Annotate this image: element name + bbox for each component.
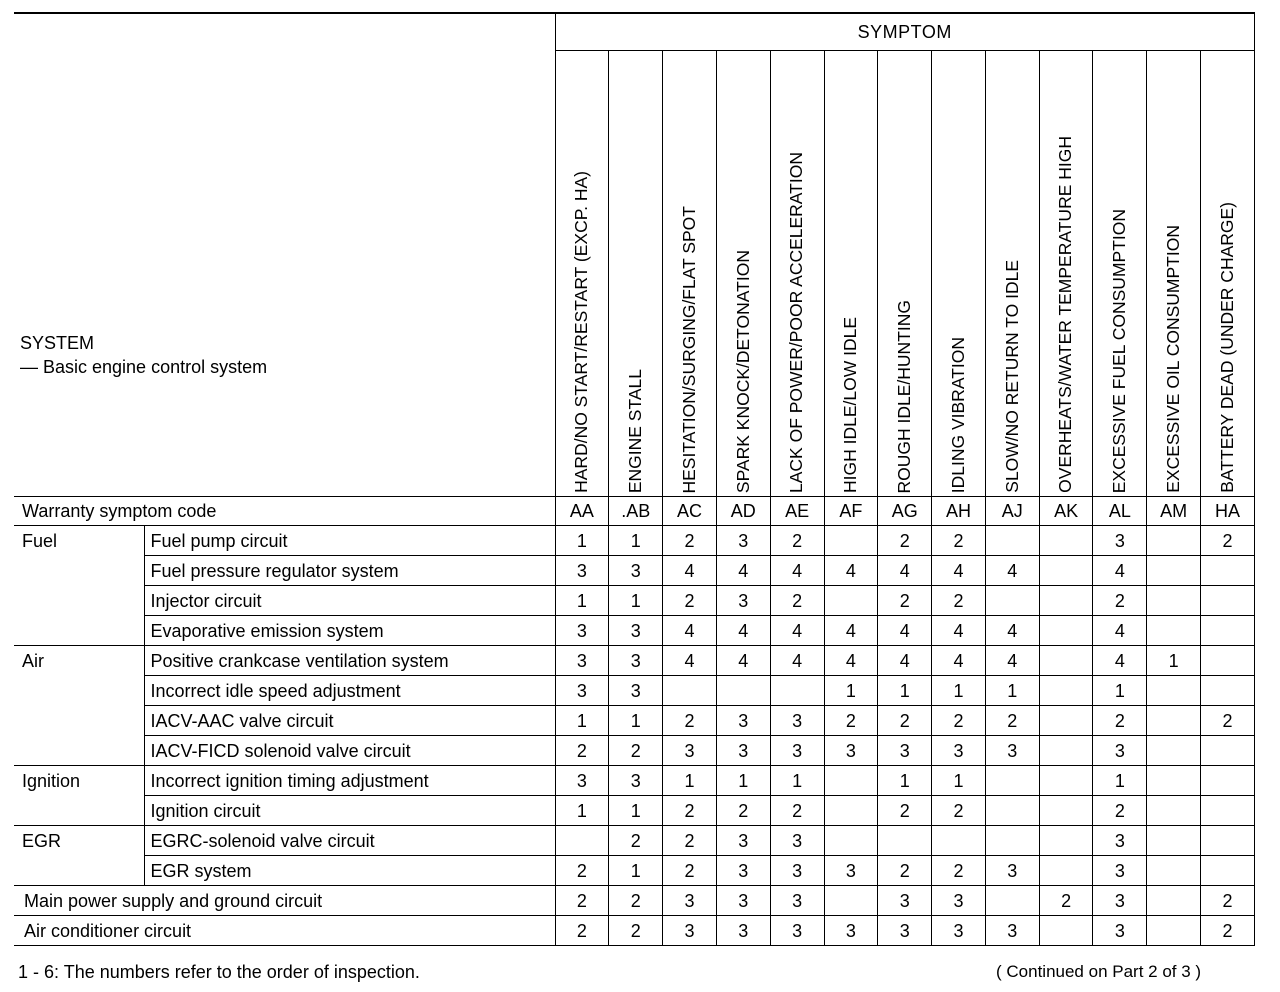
inspection-order-cell <box>1147 856 1201 886</box>
system-label: Main power supply and ground circuit <box>14 886 555 916</box>
inspection-order-cell: 4 <box>716 616 770 646</box>
system-label: Positive crankcase ventilation system <box>144 646 555 676</box>
footer-note: 1 - 6: The numbers refer to the order of inspection. <box>18 962 420 982</box>
inspection-order-cell <box>985 526 1039 556</box>
system-label: Fuel pump circuit <box>144 526 555 556</box>
symptom-header <box>555 51 609 497</box>
inspection-order-cell: 2 <box>932 586 986 616</box>
inspection-order-cell: 2 <box>663 856 717 886</box>
inspection-order-cell <box>985 766 1039 796</box>
inspection-order-cell: 2 <box>878 586 932 616</box>
inspection-order-cell: 2 <box>878 526 932 556</box>
symptom-header <box>824 51 878 497</box>
group-label: Fuel <box>14 526 144 646</box>
inspection-order-cell: 4 <box>716 556 770 586</box>
symptom-label: HARD/NO START/RESTART (EXCP. HA) <box>571 171 592 493</box>
inspection-order-cell: 2 <box>609 916 663 946</box>
inspection-order-cell <box>1147 586 1201 616</box>
inspection-order-cell <box>1201 856 1255 886</box>
warranty-code: AK <box>1039 497 1093 526</box>
system-header-cell <box>14 13 555 497</box>
inspection-order-cell: 2 <box>609 736 663 766</box>
table-row <box>14 556 1255 586</box>
inspection-order-cell <box>1147 916 1201 946</box>
inspection-order-cell: 2 <box>663 706 717 736</box>
inspection-order-cell <box>1147 676 1201 706</box>
inspection-order-cell: 3 <box>609 676 663 706</box>
symptom-header <box>1039 51 1093 497</box>
table-row <box>14 826 1255 856</box>
inspection-order-cell: 2 <box>932 526 986 556</box>
inspection-order-cell: 2 <box>1039 886 1093 916</box>
inspection-order-cell <box>1201 556 1255 586</box>
inspection-order-cell <box>716 676 770 706</box>
inspection-order-cell: 3 <box>716 526 770 556</box>
inspection-order-cell: 3 <box>716 886 770 916</box>
inspection-order-cell: 4 <box>1093 646 1147 676</box>
inspection-order-cell: 4 <box>985 616 1039 646</box>
table-row <box>14 766 1255 796</box>
inspection-order-cell <box>824 526 878 556</box>
inspection-order-cell: 4 <box>878 556 932 586</box>
symptom-label: EXCESSIVE OIL CONSUMPTION <box>1162 225 1183 493</box>
inspection-order-cell: 2 <box>932 796 986 826</box>
inspection-order-cell: 2 <box>824 706 878 736</box>
inspection-order-cell: 4 <box>878 616 932 646</box>
inspection-order-cell: 3 <box>609 556 663 586</box>
system-label: Incorrect ignition timing adjustment <box>144 766 555 796</box>
symptom-label: OVERHEATS/WATER TEMPERATURE HIGH <box>1055 136 1076 493</box>
inspection-order-cell: 2 <box>609 826 663 856</box>
inspection-order-cell: 3 <box>770 826 824 856</box>
inspection-order-cell: 2 <box>985 706 1039 736</box>
warranty-code: AE <box>770 497 824 526</box>
inspection-order-cell <box>1147 766 1201 796</box>
inspection-order-cell <box>1147 556 1201 586</box>
inspection-order-cell <box>1201 796 1255 826</box>
inspection-order-cell: 3 <box>716 856 770 886</box>
table-row <box>14 856 1255 886</box>
inspection-order-cell: 3 <box>770 886 824 916</box>
inspection-order-cell: 3 <box>716 736 770 766</box>
inspection-order-cell: 3 <box>716 916 770 946</box>
inspection-order-cell <box>1039 766 1093 796</box>
table-row <box>14 886 1255 916</box>
inspection-order-cell: 1 <box>985 676 1039 706</box>
inspection-order-cell: 1 <box>663 766 717 796</box>
inspection-order-cell: 3 <box>716 826 770 856</box>
inspection-order-cell <box>1039 526 1093 556</box>
inspection-order-cell: 3 <box>609 616 663 646</box>
symptom-label: HESITATION/SURGING/FLAT SPOT <box>678 205 699 493</box>
inspection-order-cell <box>824 886 878 916</box>
symptom-label: BATTERY DEAD (UNDER CHARGE) <box>1216 202 1237 493</box>
system-title: SYSTEM <box>20 333 95 353</box>
inspection-order-cell: 2 <box>716 796 770 826</box>
warranty-code-label: Warranty symptom code <box>14 497 555 526</box>
symptom-label: ROUGH IDLE/HUNTING <box>893 299 914 493</box>
inspection-order-cell <box>1039 916 1093 946</box>
table-row <box>14 586 1255 616</box>
table-row <box>14 676 1255 706</box>
inspection-order-cell: 3 <box>609 646 663 676</box>
inspection-order-cell: 2 <box>555 916 609 946</box>
inspection-order-cell <box>1039 706 1093 736</box>
inspection-order-cell <box>1147 796 1201 826</box>
table-row <box>14 646 1255 676</box>
inspection-order-cell: 4 <box>1093 556 1147 586</box>
inspection-order-cell <box>1201 586 1255 616</box>
warranty-code: AF <box>824 497 878 526</box>
inspection-order-cell: 1 <box>555 706 609 736</box>
system-label: Incorrect idle speed adjustment <box>144 676 555 706</box>
inspection-order-cell: 1 <box>878 676 932 706</box>
inspection-order-cell: 2 <box>1201 886 1255 916</box>
symptom-matrix-table <box>14 12 1255 946</box>
symptom-header <box>716 51 770 497</box>
warranty-code: .AB <box>609 497 663 526</box>
inspection-order-cell: 4 <box>824 556 878 586</box>
inspection-order-cell: 4 <box>663 616 717 646</box>
inspection-order-cell: 3 <box>824 916 878 946</box>
inspection-order-cell: 1 <box>932 676 986 706</box>
group-label: Air <box>14 646 144 766</box>
inspection-order-cell: 2 <box>1093 586 1147 616</box>
inspection-order-cell: 3 <box>555 676 609 706</box>
inspection-order-cell: 1 <box>932 766 986 796</box>
inspection-order-cell: 4 <box>824 646 878 676</box>
inspection-order-cell: 1 <box>716 766 770 796</box>
inspection-order-cell: 2 <box>663 586 717 616</box>
inspection-order-cell <box>1147 706 1201 736</box>
inspection-order-cell: 3 <box>824 856 878 886</box>
inspection-order-cell <box>770 676 824 706</box>
symptom-label: EXCESSIVE FUEL CONSUMPTION <box>1109 208 1130 493</box>
system-label: Ignition circuit <box>144 796 555 826</box>
inspection-order-cell: 4 <box>770 616 824 646</box>
inspection-order-cell <box>824 766 878 796</box>
inspection-order-cell: 4 <box>663 556 717 586</box>
inspection-order-cell: 4 <box>824 616 878 646</box>
inspection-order-cell <box>985 796 1039 826</box>
inspection-order-cell: 4 <box>770 646 824 676</box>
inspection-order-cell: 4 <box>985 646 1039 676</box>
inspection-order-cell <box>1039 616 1093 646</box>
inspection-order-cell: 3 <box>932 916 986 946</box>
inspection-order-cell: 3 <box>985 736 1039 766</box>
inspection-order-cell: 1 <box>609 796 663 826</box>
inspection-order-cell: 2 <box>1201 706 1255 736</box>
inspection-order-cell: 3 <box>555 646 609 676</box>
inspection-order-cell <box>1039 736 1093 766</box>
inspection-order-cell: 2 <box>770 796 824 826</box>
inspection-order-cell: 1 <box>878 766 932 796</box>
inspection-order-cell: 3 <box>770 916 824 946</box>
warranty-code: AH <box>932 497 986 526</box>
inspection-order-cell: 4 <box>663 646 717 676</box>
warranty-code: AD <box>716 497 770 526</box>
footer-continued: ( Continued on Part 2 of 3 ) <box>996 962 1202 981</box>
warranty-code: AM <box>1147 497 1201 526</box>
warranty-code: AC <box>663 497 717 526</box>
inspection-order-cell: 3 <box>770 856 824 886</box>
inspection-order-cell: 3 <box>555 766 609 796</box>
inspection-order-cell: 3 <box>770 736 824 766</box>
inspection-order-cell: 3 <box>770 706 824 736</box>
inspection-order-cell: 3 <box>1093 886 1147 916</box>
inspection-order-cell <box>555 826 609 856</box>
inspection-order-cell: 2 <box>555 886 609 916</box>
symptom-label: SLOW/NO RETURN TO IDLE <box>1001 260 1022 493</box>
symptom-header <box>663 51 717 497</box>
symptom-header <box>609 51 663 497</box>
table-row <box>14 916 1255 946</box>
inspection-order-cell <box>985 886 1039 916</box>
inspection-order-cell: 2 <box>770 526 824 556</box>
system-label: Evaporative emission system <box>144 616 555 646</box>
inspection-order-cell <box>824 826 878 856</box>
table-row <box>14 706 1255 736</box>
system-subtitle: — Basic engine control system <box>20 357 268 377</box>
inspection-order-cell <box>1147 826 1201 856</box>
table-row <box>14 736 1255 766</box>
inspection-order-cell <box>1039 826 1093 856</box>
inspection-order-cell: 2 <box>932 856 986 886</box>
inspection-order-cell: 4 <box>932 616 986 646</box>
inspection-order-cell: 3 <box>663 886 717 916</box>
symptom-header <box>932 51 986 497</box>
inspection-order-cell: 1 <box>609 706 663 736</box>
inspection-order-cell: 2 <box>878 856 932 886</box>
inspection-order-cell: 2 <box>555 856 609 886</box>
symptom-header <box>985 51 1039 497</box>
inspection-order-cell: 2 <box>663 796 717 826</box>
inspection-order-cell: 2 <box>932 706 986 736</box>
inspection-order-cell: 3 <box>1093 826 1147 856</box>
inspection-order-cell: 2 <box>1093 796 1147 826</box>
inspection-order-cell <box>932 826 986 856</box>
inspection-order-cell <box>1039 586 1093 616</box>
inspection-order-cell: 3 <box>985 856 1039 886</box>
inspection-order-cell: 2 <box>878 706 932 736</box>
system-label: EGRC-solenoid valve circuit <box>144 826 555 856</box>
warranty-code: AA <box>555 497 609 526</box>
inspection-order-cell: 3 <box>824 736 878 766</box>
inspection-order-cell: 3 <box>716 586 770 616</box>
inspection-order-cell: 1 <box>555 526 609 556</box>
inspection-order-cell <box>1039 856 1093 886</box>
inspection-order-cell: 4 <box>770 556 824 586</box>
inspection-order-cell: 3 <box>555 556 609 586</box>
warranty-code: HA <box>1201 497 1255 526</box>
inspection-order-cell: 3 <box>1093 856 1147 886</box>
inspection-order-cell <box>1147 526 1201 556</box>
inspection-order-cell: 2 <box>555 736 609 766</box>
inspection-order-cell: 2 <box>1093 706 1147 736</box>
symptom-title: SYMPTOM <box>555 13 1254 51</box>
symptom-header <box>1093 51 1147 497</box>
inspection-order-cell <box>1201 766 1255 796</box>
symptom-label: IDLING VIBRATION <box>947 336 968 493</box>
inspection-order-cell: 1 <box>1093 766 1147 796</box>
inspection-order-cell <box>1039 646 1093 676</box>
inspection-order-cell: 2 <box>663 526 717 556</box>
inspection-order-cell: 4 <box>932 646 986 676</box>
inspection-order-cell: 2 <box>663 826 717 856</box>
symptom-label: ENGINE STALL <box>624 368 645 493</box>
system-label: Injector circuit <box>144 586 555 616</box>
inspection-order-cell <box>1147 736 1201 766</box>
inspection-order-cell: 3 <box>609 766 663 796</box>
inspection-order-cell: 3 <box>985 916 1039 946</box>
inspection-order-cell: 1 <box>555 586 609 616</box>
inspection-order-cell <box>1201 736 1255 766</box>
inspection-order-cell <box>985 826 1039 856</box>
system-label: Fuel pressure regulator system <box>144 556 555 586</box>
inspection-order-cell: 3 <box>878 916 932 946</box>
system-label: EGR system <box>144 856 555 886</box>
inspection-order-cell: 3 <box>663 916 717 946</box>
inspection-order-cell: 3 <box>1093 526 1147 556</box>
system-label: Air conditioner circuit <box>14 916 555 946</box>
warranty-code: AL <box>1093 497 1147 526</box>
inspection-order-cell: 2 <box>770 586 824 616</box>
inspection-order-cell: 4 <box>878 646 932 676</box>
inspection-order-cell <box>1039 556 1093 586</box>
table-row <box>14 616 1255 646</box>
inspection-order-cell: 3 <box>663 736 717 766</box>
inspection-order-cell: 4 <box>1093 616 1147 646</box>
inspection-order-cell: 3 <box>878 736 932 766</box>
table-row <box>14 526 1255 556</box>
inspection-order-cell: 4 <box>932 556 986 586</box>
inspection-order-cell <box>824 796 878 826</box>
symptom-header <box>1201 51 1255 497</box>
symptom-label: HIGH IDLE/LOW IDLE <box>840 316 861 493</box>
inspection-order-cell: 4 <box>716 646 770 676</box>
inspection-order-cell: 3 <box>932 736 986 766</box>
inspection-order-cell: 2 <box>1201 916 1255 946</box>
inspection-order-cell: 3 <box>716 706 770 736</box>
inspection-order-cell <box>1201 616 1255 646</box>
inspection-order-cell <box>824 586 878 616</box>
inspection-order-cell: 1 <box>609 586 663 616</box>
table-row <box>14 796 1255 826</box>
symptom-header <box>1147 51 1201 497</box>
inspection-order-cell: 3 <box>1093 736 1147 766</box>
inspection-order-cell: 3 <box>932 886 986 916</box>
warranty-code: AJ <box>985 497 1039 526</box>
inspection-order-cell: 1 <box>609 856 663 886</box>
inspection-order-cell: 1 <box>770 766 824 796</box>
symptom-header <box>770 51 824 497</box>
inspection-order-cell: 1 <box>1147 646 1201 676</box>
group-label: Ignition <box>14 766 144 826</box>
inspection-order-cell: 1 <box>555 796 609 826</box>
inspection-order-cell <box>1201 826 1255 856</box>
inspection-order-cell: 2 <box>609 886 663 916</box>
group-label: EGR <box>14 826 144 886</box>
symptom-label: SPARK KNOCK/DETONATION <box>732 249 753 493</box>
inspection-order-cell <box>1201 676 1255 706</box>
inspection-order-cell <box>985 586 1039 616</box>
inspection-order-cell <box>1147 886 1201 916</box>
inspection-order-cell: 2 <box>878 796 932 826</box>
inspection-order-cell <box>663 676 717 706</box>
inspection-order-cell <box>1147 616 1201 646</box>
warranty-code: AG <box>878 497 932 526</box>
inspection-order-cell: 3 <box>878 886 932 916</box>
inspection-order-cell: 3 <box>555 616 609 646</box>
inspection-order-cell <box>1039 676 1093 706</box>
inspection-order-cell: 4 <box>985 556 1039 586</box>
inspection-order-cell <box>1201 646 1255 676</box>
inspection-order-cell <box>1039 796 1093 826</box>
warranty-code-row <box>14 497 1255 526</box>
system-label: IACV-AAC valve circuit <box>144 706 555 736</box>
inspection-order-cell: 1 <box>1093 676 1147 706</box>
symptom-header <box>878 51 932 497</box>
inspection-order-cell: 2 <box>1201 526 1255 556</box>
inspection-order-cell: 1 <box>824 676 878 706</box>
inspection-order-cell: 3 <box>1093 916 1147 946</box>
system-label: IACV-FICD solenoid valve circuit <box>144 736 555 766</box>
inspection-order-cell <box>878 826 932 856</box>
symptom-label: LACK OF POWER/POOR ACCELERATION <box>786 152 807 493</box>
inspection-order-cell: 1 <box>609 526 663 556</box>
